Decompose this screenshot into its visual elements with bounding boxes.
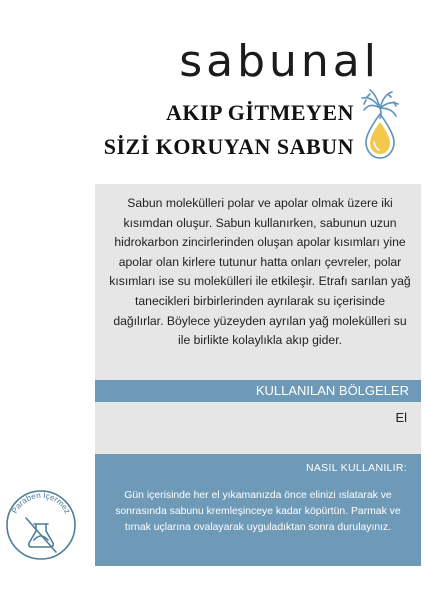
palm-oil-drop-icon <box>358 88 402 164</box>
usage-title: NASIL KULLANILIR: <box>306 462 407 474</box>
description-panel <box>95 184 421 454</box>
headline <box>104 96 354 164</box>
regions-header-bar <box>95 380 421 402</box>
svg-text:Paraben İçermez <box>10 490 72 515</box>
usage-text: Gün içerisinde her el yıkamanızda önce elinizi ıslatarak ve sonrasında sabunu kremleşinceye kadar köpürtün. Parmak ve tırnak uçlarına ovalayarak uyguladıktan sonra durulayınız. <box>115 490 401 533</box>
headline-line-2: SİZİ KORUYAN SABUN <box>103 134 354 159</box>
brand-wordmark: sabunal <box>179 36 380 87</box>
headline-line-1: AKIP GİTMEYEN <box>165 100 354 125</box>
description-text: Sabun molekülleri polar ve apolar olmak üzere iki kısımdan oluşur. Sabun kullanırken, sabunun uzun hidrokarbon zincirlerinden oluşan apolar kısımları yine apolar olan kirlere tutunur hatta onları çevreler, polar kısımları ise su molekülleri ile etkileşir. Etrafı sarılan yağ tanecikleri birbirlerinden ayrılarak su içerisinde dağılırlar. Böylece yüzeyden ayrılan yağ molekülleri su ile birlikte kolaylıkla akıp gider. <box>109 196 411 348</box>
badge-text: Paraben İçermez <box>10 490 73 516</box>
regions-title: KULLANILAN BÖLGELER <box>255 383 409 398</box>
no-paraben-flask-icon <box>4 488 78 562</box>
usage-panel <box>95 454 421 566</box>
regions-value: El <box>395 410 407 425</box>
